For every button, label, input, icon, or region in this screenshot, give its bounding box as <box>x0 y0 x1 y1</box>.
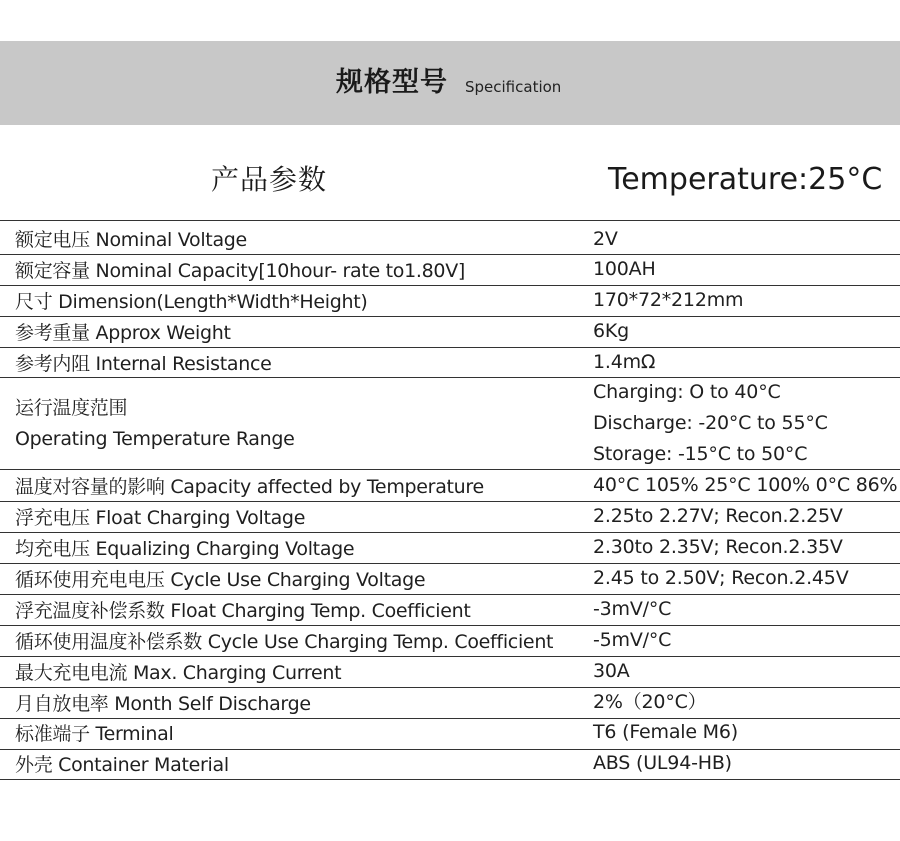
spec-name: 参考重量 Approx Weight <box>15 322 231 344</box>
spec-value: 2.25to 2.27V; Recon.2.25V <box>593 505 843 527</box>
spec-value-storage: Storage: -15°C to 50°C <box>593 443 808 465</box>
spec-value: 30A <box>593 660 630 682</box>
spec-value: -5mV/°C <box>593 629 672 651</box>
spec-name: 外壳 Container Material <box>15 754 229 776</box>
spec-name: 循环使用充电电压 Cycle Use Charging Voltage <box>15 569 426 591</box>
spec-value: ABS (UL94-HB) <box>593 752 732 774</box>
spec-name: 额定电压 Nominal Voltage <box>15 229 247 251</box>
spec-name: 参考内阻 Internal Resistance <box>15 353 272 375</box>
spec-value: 2.45 to 2.50V; Recon.2.45V <box>593 567 849 589</box>
spec-name-cn: 运行温度范围 <box>15 397 128 419</box>
spec-name: 温度对容量的影响 Capacity affected by Temperature <box>15 476 484 498</box>
spec-value: 2%（20°C） <box>593 691 707 713</box>
temperature-heading: Temperature:25°C <box>608 162 883 197</box>
spec-name-en: Operating Temperature Range <box>15 428 295 450</box>
title-banner <box>0 41 900 125</box>
row-divider <box>0 656 900 657</box>
spec-value: 2V <box>593 228 618 250</box>
spec-value: -3mV/°C <box>593 598 672 620</box>
row-divider <box>0 625 900 626</box>
page-subtitle: Specification <box>465 78 562 96</box>
parameters-heading: 产品参数 <box>211 163 328 196</box>
spec-value: 1.4mΩ <box>593 351 656 373</box>
row-divider <box>0 316 900 317</box>
row-divider <box>0 594 900 595</box>
spec-name: 循环使用温度补偿系数 Cycle Use Charging Temp. Coefficient <box>15 631 554 653</box>
row-divider <box>0 687 900 688</box>
spec-name: 月自放电率 Month Self Discharge <box>15 693 311 715</box>
spec-name: 最大充电电流 Max. Charging Current <box>15 662 342 684</box>
spec-name: 尺寸 Dimension(Length*Width*Height) <box>15 291 368 313</box>
table-bottom-rule <box>0 779 900 780</box>
spec-name: 标准端子 Terminal <box>15 723 174 745</box>
row-divider <box>0 285 900 286</box>
spec-name: 均充电压 Equalizing Charging Voltage <box>15 538 355 560</box>
spec-value: 6Kg <box>593 320 630 342</box>
spec-name: 浮充电压 Float Charging Voltage <box>15 507 306 529</box>
spec-value-discharge: Discharge: -20°C to 55°C <box>593 412 828 434</box>
spec-value: 100AH <box>593 258 656 280</box>
spec-value: 40°C 105% 25°C 100% 0°C 86% <box>593 474 898 496</box>
spec-value: 170*72*212mm <box>593 289 744 311</box>
page-title: 规格型号 <box>336 67 448 98</box>
table-top-rule <box>0 220 900 221</box>
spec-value: T6 (Female M6) <box>593 721 738 743</box>
spec-value: 2.30to 2.35V; Recon.2.35V <box>593 536 843 558</box>
spec-name: 浮充温度补偿系数 Float Charging Temp. Coefficient <box>15 600 471 622</box>
spec-name: 额定容量 Nominal Capacity[10hour- rate to1.80V] <box>15 260 466 282</box>
row-divider <box>0 347 900 348</box>
row-divider <box>0 254 900 255</box>
spec-value-charging: Charging: O to 40°C <box>593 381 781 403</box>
